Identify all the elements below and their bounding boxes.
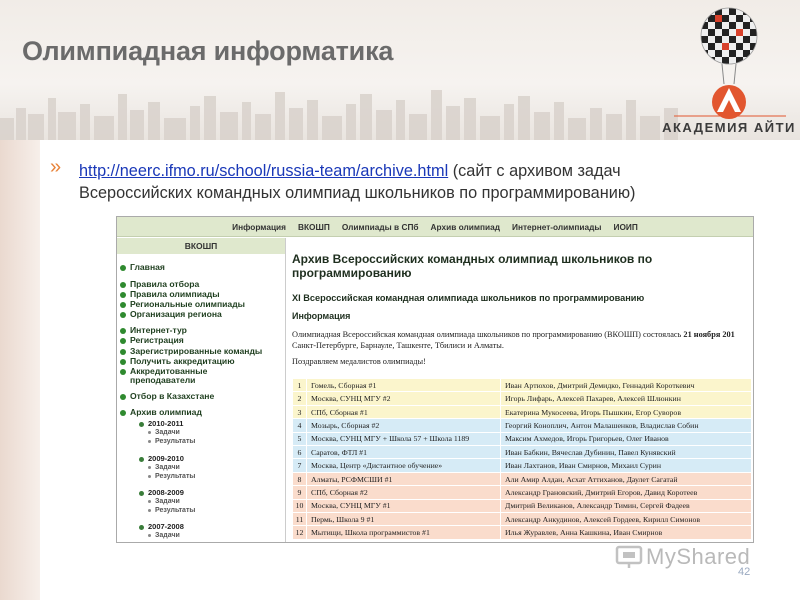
table-row [293,486,752,499]
nav-item-spb-olympiads[interactable]: Олимпиады в СПб [341,221,419,232]
bullet-dot-icon [120,359,126,365]
place-cell: 2 [293,392,307,405]
bullet-dot-icon [148,509,151,512]
bullet-dot-icon [148,534,151,537]
table-row [293,419,752,432]
archive-year-2008-2009[interactable]: 2008-2009 [139,488,184,497]
main-content [289,238,753,543]
logo-text: АКАДЕМИЯ АЙТИ [662,120,796,135]
archive-link[interactable]: http://neerc.ifmo.ru/school/russia-team/archive.html [79,162,449,180]
city-skyline-image [0,88,680,140]
place-cell: 6 [293,446,307,459]
table-row [293,392,752,405]
sidebar-item-registered-teams[interactable]: Зарегистрированные команды [120,347,262,356]
page-heading: Архив Всероссийских командных олимпиад школьников по программированию [292,252,653,280]
akademiya-ayti-logo [662,4,796,139]
bullet-dot-icon [120,302,126,308]
team-cell: Москва, СУНЦ МГУ #1 [307,499,501,512]
bullet-dot-icon [120,369,126,375]
place-cell: 10 [293,499,307,512]
sidebar-item-internet-tour[interactable]: Интернет-тур [120,326,187,335]
table-row [293,379,752,392]
bullet-dot-icon [120,282,126,288]
website-screenshot [116,216,754,543]
members-cell: Дмитрий Великанов, Александр Тимин, Сергей Фадеев [501,499,752,512]
sidebar-title: ВКОШП [117,238,285,254]
members-cell: Максим Ахмедов, Игорь Григорьев, Олег Иванов [501,432,752,445]
table-row [293,405,752,418]
team-cell: Мозырь, Сборная #2 [307,419,501,432]
place-cell: 7 [293,459,307,472]
nav-item-vkoshp[interactable]: ВКОШП [298,221,330,232]
bullet-dot-icon [120,312,126,318]
sidebar-item-archive[interactable]: Архив олимпиад [120,408,202,417]
bullet-dot-icon [139,457,144,462]
olympiad-date: 21 ноября 201 [683,330,735,339]
team-cell: Москва, СУНЦ МГУ #2 [307,392,501,405]
bullet-dot-icon [139,491,144,496]
nav-item-info[interactable]: Информация [232,221,286,232]
team-cell: СПб, Сборная #2 [307,486,501,499]
nav-item-archive[interactable]: Архив олимпиад [430,221,500,232]
congrats-text: Поздравляем медалистов олимпиады! [292,357,426,366]
members-cell: Екатерина Мукосеева, Игорь Пышкин, Егор Суворов [501,405,752,418]
nav-item-internet-olympiads[interactable]: Интернет-олимпиады [511,221,602,232]
members-cell: Илья Журавлев, Анна Кашкина, Иван Смирнов [501,526,752,540]
archive-tasks-link[interactable]: Задачи [148,429,180,436]
archive-year-2007-2008[interactable]: 2007-2008 [139,522,184,531]
watermark: MyShared [646,544,751,569]
members-cell: Александр Анкудинов, Алексей Гордеев, Кирилл Симонов [501,513,752,526]
sidebar-item-get-accreditation[interactable]: Получить аккредитацию [120,357,235,366]
bullet-dot-icon [139,525,144,530]
place-cell: 11 [293,513,307,526]
bullet-dot-icon [148,500,151,503]
table-row [293,432,752,445]
sidebar-item-region-organization[interactable]: Организация региона [120,310,222,319]
members-cell: Георгий Коноплич, Антон Малашенков, Владислав Собин [501,419,752,432]
team-cell: Саратов, ФТЛ #1 [307,446,501,459]
members-cell: Иван Лахтанов, Иван Смирнов, Михаил Сурин [501,459,752,472]
results-table [292,378,752,540]
table-row [293,472,752,485]
team-cell: СПб, Сборная #1 [307,405,501,418]
left-accent-bar [0,140,40,600]
section-heading: Информация [292,311,351,321]
archive-results-link[interactable]: Результаты [148,507,195,514]
members-cell: Александр Грановский, Дмитрий Егоров, Давид Коротеев [501,486,752,499]
members-cell: Иван Артюхов, Дмитрий Демидко, Геннадий Короткевич [501,379,752,392]
olympiad-subheading: XI Всероссийская командная олимпиада школьников по программированию [292,293,645,303]
sidebar-item-regional-olympiads[interactable]: Региональные олимпиады [120,300,245,309]
place-cell: 3 [293,405,307,418]
table-row [293,446,752,459]
bullet-dot-icon [148,440,151,443]
intro-text: (сайт с архивом задач Всероссийских командных олимпиад школьников по программированию) [79,162,636,202]
archive-results-link[interactable]: Результаты [148,438,195,445]
team-cell: Москва, Центр «Дистантное обучение» [307,459,501,472]
bullet-dot-icon [120,265,126,271]
team-cell: Мытищи, Школа программистов #1 [307,526,501,540]
team-cell: Гомель, Сборная #1 [307,379,501,392]
archive-results-link[interactable]: Результаты [148,473,195,480]
bullet-dot-icon [148,475,151,478]
intro-paragraph [79,160,729,204]
archive-tasks-link[interactable]: Задачи [148,464,180,471]
archive-year-2010-2011[interactable]: 2010-2011 [139,419,183,428]
bullet-dot-icon [120,328,126,334]
bullet-icon: » [50,156,62,178]
place-cell: 12 [293,526,307,540]
sidebar-item-kazakhstan-selection[interactable]: Отбор в Казахстане [120,392,214,401]
nav-item-ioip[interactable]: ИОИП [613,221,638,232]
table-row [293,513,752,526]
info-paragraph: Олимпиадная Всероссийская командная олимпиада школьников по программированию (ВКОШП) состоялась 21 ноября 201 Санкт-Петербурге, Барнауле, Ташкенте, Тбилиси и Алматы. [292,330,735,350]
sidebar-item-olympiad-rules[interactable]: Правила олимпиады [120,290,220,299]
table-row [293,499,752,512]
archive-year-2009-2010[interactable]: 2009-2010 [139,454,184,463]
archive-tasks-link[interactable]: Задачи [148,498,180,505]
team-cell: Алматы, РСФМСШИ #1 [307,472,501,485]
team-cell: Москва, СУНЦ МГУ + Школа 57 + Школа 1189 [307,432,501,445]
bullet-dot-icon [139,422,144,427]
sidebar-item-accredited-teachers-line2[interactable]: преподаватели [130,375,196,385]
sidebar-item-main[interactable]: Главная [120,263,165,272]
bullet-dot-icon [120,349,126,355]
place-cell: 8 [293,472,307,485]
bullet-dot-icon [148,431,151,434]
sidebar-item-registration[interactable]: Регистрация [120,336,184,345]
team-cell: Пермь, Школа 9 #1 [307,513,501,526]
place-cell: 4 [293,419,307,432]
slide-title: Олимпиадная информатика [22,36,394,66]
bullet-dot-icon [120,394,126,400]
top-nav [117,217,753,237]
bullet-dot-icon [120,292,126,298]
archive-tasks-link[interactable]: Задачи [148,532,180,539]
place-cell: 1 [293,379,307,392]
members-cell: Игорь Лифарь, Алексей Пахарев, Алексей Шлюнкин [501,392,752,405]
bullet-dot-icon [148,466,151,469]
bullet-dot-icon [120,338,126,344]
sidebar-item-selection-rules[interactable]: Правила отбора [120,280,199,289]
members-cell: Али Амир Алдан, Асхат Аттиханов, Даулет Сагатай [501,472,752,485]
myshared-logo-icon [614,541,644,571]
place-cell: 5 [293,432,307,445]
bullet-dot-icon [120,410,126,416]
place-cell: 9 [293,486,307,499]
table-row [293,526,752,540]
sidebar-item-accredited-teachers[interactable]: Аккредитованные [120,367,207,376]
sidebar [117,238,286,543]
page-number: 42 [738,566,751,578]
table-row [293,459,752,472]
members-cell: Иван Бабкин, Вячеслав Дубинин, Павел Кунявский [501,446,752,459]
